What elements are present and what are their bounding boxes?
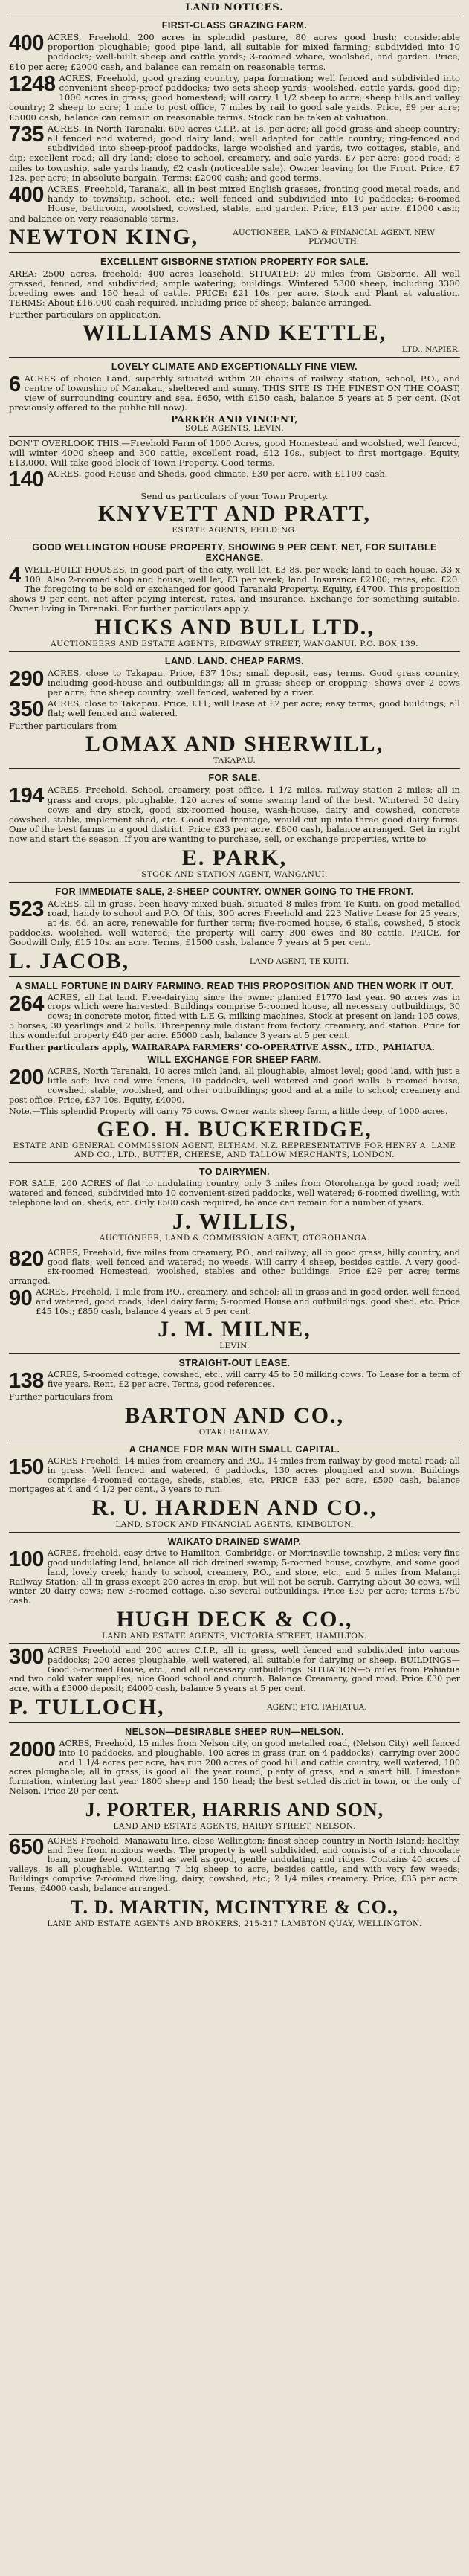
further-particulars: Further particulars apply, WAIRARAPA FARMERS' CO-OPERATIVE ASSN., LTD., PAHIATUA. (9, 1041, 435, 1052)
further-particulars: Further particulars from (9, 1392, 113, 1403)
acreage-number: 150 (9, 1455, 44, 1480)
agent-address: ESTATE AND GENERAL COMMISSION AGENT, ELTHAM. N.Z. REPRESENTATIVE FOR HENRY A. LANE AND CO., LTD., BUTTER, CHEESE, AND TALLOW MERCHANTS, LONDON. (13, 1142, 456, 1160)
listing (9, 1739, 460, 1797)
listing-text: ACRES, Freehold, 200 acres in splendid pasture, 80 acres good bush; considerable proportion ploughable; good pipe land, all suitable for mixed farming; subdivided into 10 paddocks; well-built sheep and cattle yards; 3-roomed whare, woolshed, and garden. Price, £10 per acre; £2000 cash, and balance can remain on reasonable terms. (9, 32, 460, 72)
ad-heading: LOVELY CLIMATE AND EXCEPTIONALLY FINE VIEW. (111, 361, 358, 372)
ad-heading: GOOD WELLINGTON HOUSE PROPERTY, SHOWING 9 PER CENT. NET, FOR SUITABLE EXCHANGE. (32, 541, 437, 563)
agent-address: OTAKI RAILWAY. (198, 1428, 271, 1437)
agent-name: L. JACOB, (9, 948, 130, 973)
listing-text: WELL-BUILT HOUSES, in good part of the city, well let, £3 8s. per week; land to each house, 33 x 100. Also 2-roomed shop and house, well let, £3 per week; land. Insurance £2100; rates, etc. £20. The foregoing to be sold or exchanged for good Taranaki Property. Equity, £4700. This proposition shows 9 per cent. net after paying interest, rates, and insurance. Exchange for something suitable. Owner living in Taranaki. For further particulars apply. (9, 564, 460, 614)
classified-ad (9, 652, 460, 770)
agent-address: LEVIN. (219, 1342, 250, 1351)
agent-address: AUCTIONEERS AND ESTATE AGENTS, RIDGWAY STREET, WANGANUI. P.O. BOX 139. (51, 639, 418, 648)
listing-text: ACRES Freehold, 14 miles from creamery and P.O., 14 miles from railway by good metal road; all in grass. Well fenced and watered, 6 paddocks, 130 acres ploughed and sown. Buildings comprise 4-roomed cottage, sheds, stables, etc. PRICE £33 per acre. £500 cash, balance mortgages at 4 and 4 1/2 per cent., 3 years to run. (9, 1456, 460, 1495)
section-header: LAND NOTICES. (9, 1, 460, 16)
listing (9, 699, 460, 720)
agent-row (9, 1696, 460, 1719)
acreage-number: 6 (9, 372, 21, 396)
agent-name: LOMAX AND SHERWILL, (85, 732, 384, 757)
listing (9, 899, 460, 948)
classified-ad (9, 977, 460, 1164)
agent-address: STOCK AND STATION AGENT, WANGANUI. (141, 869, 328, 879)
listing (9, 666, 460, 698)
classified-ad (9, 1246, 460, 1355)
listing (9, 71, 460, 123)
listing-text: ACRES, 5-roomed cottage, cowshed, etc., will carry 45 to 50 milking cows. To Lease for a term of five years. Rent, £2 per acre. Terms, good references. (47, 1370, 460, 1390)
listing (9, 1288, 460, 1316)
listing-text: ACRES, close to Takapau. Price, £11; will lease at £2 per acre; easy terms; good buildings; all flat; well fenced and watered. (47, 698, 460, 719)
agent-note: LAND AGENT, TE KUITI. (249, 956, 349, 966)
ad-note: Note.—This splendid Property will carry 75 cows. Owner wants sheep farm, a little deep, of 1000 acres. (9, 1106, 448, 1116)
agent-note: AGENT, ETC. PAHIATUA. (267, 1703, 367, 1713)
agent-name: J. WILLIS, (172, 1208, 297, 1234)
agent-address: LAND AND ESTATE AGENTS AND BROKERS, 215-217 LAMBTON QUAY, WELLINGTON. (47, 1919, 422, 1928)
agent-name: HICKS AND BULL LTD., (94, 614, 375, 640)
listing (9, 1457, 460, 1495)
ad-heading: LAND. LAND. CHEAP FARMS. (164, 655, 305, 666)
agent-name: GEO. H. BUCKERIDGE, (97, 1117, 372, 1142)
agent-address: ESTATE AGENTS, FEILDING. (172, 525, 297, 535)
listing (9, 991, 460, 1041)
listing (9, 1369, 460, 1394)
listing-text: ACRES Freehold, Manawatu line, close Wellington; finest sheep country in North Island; healthy, and free from noxious weeds. The property is well subdivided, and consists of a rich chocolate loam, some feed good, and as well as good, gentle undulating and ridges. Contains 40 acres of valleys, is all ploughable. Wintering 7 big sheep to acre, besides cattle, and with very few weeds; Buildings comprise 7-roomed dwelling, dairy, cowshed, etc.; 2 1/4 miles creamery. Price, £35 per acre. Terms, £4000 cash, balance arranged. (9, 1835, 460, 1893)
ad-heading: A SMALL FORTUNE IN DAIRY FARMING. READ THIS PROPOSITION AND THEN WORK IT OUT. (15, 980, 454, 991)
listing-text: ACRES, close to Takapau. Price, £37 10s.; small deposit, easy terms. Good grass country, including good-house and outbuildings; all in grass; sheep or cropping; shows over 2 cows per acre; fine sheep country; well fenced, watered by a river. (47, 667, 460, 698)
ad-subheading: WILL EXCHANGE FOR SHEEP FARM. (147, 1054, 322, 1066)
ad-heading: FOR IMMEDIATE SALE, 2-SHEEP COUNTRY. OWNER GOING TO THE FRONT. (55, 886, 414, 897)
listing (9, 33, 460, 72)
classified-ad (9, 1163, 460, 1246)
agent-name: BARTON AND CO., (124, 1403, 345, 1429)
acreage-number: 290 (9, 666, 44, 691)
acreage-number: 100 (9, 1548, 44, 1572)
agent-name: P. TULLOCH, (9, 1695, 165, 1720)
ad-heading: A CHANCE FOR MAN WITH SMALL CAPITAL. (129, 1444, 340, 1455)
classified-ad (9, 1723, 460, 1835)
acreage-number: 523 (9, 897, 44, 921)
classified-ad (9, 1354, 460, 1440)
further-particulars: Further particulars on application. (9, 309, 161, 320)
agent-note: AUCTIONEER, LAND & FINANCIAL AGENT, NEW PLYMOUTH. (233, 228, 435, 246)
further-particulars: Send us particulars of your Town Property. (140, 491, 329, 502)
classified-ad (9, 1533, 460, 1644)
agent-name: T. D. MARTIN, MCINTYRE & CO., (71, 1896, 398, 1918)
ad-heading: FOR SALE. (208, 773, 261, 784)
ad-heading: FIRST-CLASS GRAZING FARM. (161, 20, 308, 30)
agent-name: J. PORTER, HARRIS AND SON, (85, 1798, 384, 1820)
listing-text: ACRES, North Taranaki, 10 acres milch land, all ploughable, almost level; good land, with just a little soft; live and wire fences, 10 paddocks, well watered and good walls. 5 roomed house, cowshed, stable, woolshed, and other outbuildings; good and at a mile to school; creamery and post office. Price, £37 10s. Equity, £4000. (9, 1066, 460, 1105)
listing-text: ACRES, Freehold, five miles from creamery, P.O., and railway; all in good grass, hilly country, and good flats; well fenced and watered; no weeds. Will carry 4 sheep, besides cattle. A very good-six-roomed Homestead, woolshed, stables and other buildings. Price £29 per acre; terms arranged. (9, 1247, 460, 1287)
classified-ad (9, 883, 460, 977)
listing-text: ACRES, In North Taranaki, 600 acres C.I.P., at 1s. per acre; all good grass and sheep country; all fenced and watered; good dairy land; well adapted for cattle country; ring-fenced and subdivided into sheep-proof paddocks, large woolshed and yards, two cottages, stable, and dip; excellent road; all dry land; close to school, creamery, and sale yards. £7 per acre; good road; 8 miles to township, sale yards handy, £2 cash (noticeable sale). Owner leaving for the Front. Price, £7 12s. per acre; in absolute bargain. Terms: £2000 cash; and good terms. (9, 123, 460, 183)
listing-text: ACRES, all flat land. Free-dairying since the owner planned £1770 last year. 90 acres was in crops which were harvested. Buildings comprise 5-roomed house, all necessary outbuildings, 30 cows; in concrete motor, fitted with L.E.G. milking machines. Stock at present on land: 105 cows, 5 horses, 30 yearlings and 2 bulls. Threepenny mile distant from factory, creamery, and station. Price for this wonderful property £40 per acre. £5000 cash, balance 3 years at 5 per cent. (9, 992, 460, 1040)
agent-name: KNYVETT AND PRATT, (98, 500, 371, 526)
listing-text: ACRES, freehold, easy drive to Hamilton, Cambridge, or Morrinsville township, 2 miles; very fine good undulating land, balance all rich drained swamp; 5-roomed house, cowbyre, and some good land, lovely creek; handy to school, creamery, P.O., and store, etc., and 5 miles from Matangi Railway Station; all in grass except 200 acres in crop, but will not be scrub. Carrying about 30 cows, will winter 20 dairy cows; new 3-roomed cottage, also several outbuildings. Price £30 per acre; terms £750 cash. (9, 1548, 460, 1606)
acreage-number: 138 (9, 1369, 44, 1394)
ad-heading: EXCELLENT GISBORNE STATION PROPERTY FOR SALE. (100, 256, 369, 267)
acreage-number: 735 (9, 122, 44, 146)
agent-name: E. PARK, (181, 845, 288, 870)
classified-ad (9, 538, 460, 652)
listing-text: ACRES, all in grass, been heavy mixed bush, situated 8 miles from Te Kuiti, on good metalled road, handy to school and P.O. Of this, 300 acres Freehold and 223 Native Lease for 25 years, at 4s. 6d. an acre, renewable for further term; five-roomed house, 6 stalls, cowshed, 5 stock paddocks, woolshed, well watered; the property will carry 300 ewes and 80 cattle. PRICE, for Goodwill Only, £15 10s. an acre. Terms, £1500 cash, balance 7 years at 5 per cent. (9, 898, 460, 948)
listing (9, 1646, 460, 1694)
ad-heading: TO DAIRYMEN. (198, 1167, 271, 1178)
listing (9, 124, 460, 183)
agent-name: J. M. MILNE, (158, 1317, 311, 1342)
listing (9, 1837, 460, 1894)
ad-heading: NELSON—DESIRABLE SHEEP RUN—NELSON. (125, 1727, 344, 1738)
acreage-number: 200 (9, 1066, 44, 1090)
agent-name: R. U. HARDEN AND CO., (91, 1495, 378, 1521)
agent-name: HUGH DECK & CO., (116, 1607, 353, 1632)
ad-body: AREA: 2500 acres, freehold; 400 acres leasehold. SITUATED: 20 miles from Gisborne. All well grassed, fenced, and subdivided; ample watering; buildings. Wintered 5300 sheep, including 3300 breeding ewes and 150 head of cattle. PRICE: £21 10s. per acre. Stock and Plant at valuation. TERMS: About £16,000 cash required, including price of sheep; balance arranged. (9, 268, 460, 309)
acreage-number: 400 (9, 31, 44, 55)
agent-address: SOLE AGENTS, LEVIN. (185, 423, 284, 433)
acreage-number: 1248 (9, 71, 56, 96)
acreage-number: 650 (9, 1835, 44, 1859)
agent-address: LAND AND ESTATE AGENTS, HARDY STREET, NELSON. (113, 1821, 356, 1831)
classified-ad (9, 358, 460, 437)
acreage-number: 350 (9, 698, 44, 722)
ad-heading: WAIKATO DRAINED SWAMP. (167, 1536, 302, 1548)
acreage-number: 2000 (9, 1738, 56, 1762)
agent-name: NEWTON KING, (9, 224, 199, 249)
listing-text: ACRES, good House and Sheds, good climate, £30 per acre, with £1100 cash. (47, 468, 388, 480)
listing-text: ACRES of choice Land, superbly situated within 20 chains of railway station, school, P.O., and centre of township of Manakau, sheltered and sunny. THIS SITE IS THE FINEST ON THE COAST, view of surrounding country and sea. £650, with £150 cash, balance 5 years at 5 per cent. (Not previously offered to the public till now). (9, 373, 460, 413)
listing (9, 565, 460, 614)
acreage-number: 194 (9, 784, 44, 808)
agent-row (9, 225, 460, 249)
listing-text: ACRES Freehold and 200 acres C.I.P., all in grass, well fenced and subdivided into various paddocks; 200 acres ploughable, well watered, all suitable for dairying or sheep. BUILDINGS—Good 6-roomed House, etc., and all necessary outbuildings. SITUATION—5 miles from Pahiatua and two cold water supplies; nice Good school and church. Balance Creamery, good road. Price £30 per acre, with a £5000 deposit; £4000 cash, balance 5 years at 5 per cent. (9, 1646, 460, 1694)
acreage-number: 140 (9, 468, 44, 492)
listing-text: ACRES, Freehold, 1 mile from P.O., creamery, and school; all in grass and in good order, well fenced and watered, good roads; ideal dairy farm; 5-roomed House and outbuildings, good shed, etc. Price £45 10s.; £850 cash, balance 4 years at 5 per cent. (36, 1287, 460, 1316)
acreage-number: 264 (9, 991, 44, 1016)
acreage-number: 4 (9, 563, 21, 587)
acreage-number: 300 (9, 1645, 44, 1669)
agent-name: WILLIAMS AND KETTLE, (82, 320, 387, 345)
classified-ad (9, 1440, 460, 1533)
classified-ad (9, 1644, 460, 1723)
agent-address: LAND AND ESTATE AGENTS, VICTORIA STREET, HAMILTON. (102, 1632, 367, 1641)
classified-ad (9, 253, 460, 358)
listing-text: ACRES, Freehold, 15 miles from Nelson city, on good metalled road, (Nelson City) well fenced into 10 paddocks, and ploughable, 100 acres in grass (run on 4 paddocks), carrying over 2000 and 1 1/4 acres per acre, has run 200 acres of good hill and cattle country, well watered, 100 acres ploughable; all in grass; is good all the year round; plenty of grass, and a smart hill. Limestone formation, wintering last year 1800 sheep and 150 head; the best settled district in town, or the only of Nelson. Price 20 per cent. (9, 1739, 460, 1797)
ad-body: FOR SALE, 200 ACRES of flat to undulating country, only 3 miles from Otorohanga by good road; well watered and fenced, subdivided into 10 convenient-sized paddocks, well watered; 6-roomed dwelling, with telephone laid on, sheds, etc. Only £500 cash required, balance can remain for a number of years. (9, 1179, 460, 1208)
agent-address: LAND, STOCK AND FINANCIAL AGENTS, KIMBOLTON. (115, 1520, 354, 1530)
agent-address: TAKAPAU. (213, 756, 256, 766)
further-particulars: Further particulars from (9, 721, 117, 732)
listing (9, 374, 460, 413)
listing (9, 1549, 460, 1606)
agent-address: LTD., NAPIER. (401, 344, 460, 354)
listing (9, 1067, 460, 1105)
listing (9, 1246, 460, 1287)
acreage-number: 820 (9, 1246, 44, 1271)
classified-ad (9, 1835, 460, 1931)
listing-text: ACRES, Freehold, good grazing country, papa formation; well fenced and subdivided into convenient sheep-proof paddocks; two sets sheep yards; woolshed, cattle yards, good dip; 1000 acres in grass; good homestead; will carry 1 1/2 sheep to acre; sheep hills and valley country; 2 sheep to acre; 1 mile to post office, 7 miles by rail to good sale yards. Price, £9 per acre; £5000 cash, balance can remain on reasonable terms. Stock can be taken at valuation. (9, 72, 460, 123)
classified-ad (9, 437, 460, 538)
listing-text: ACRES, Freehold. School, creamery, post office, 1 1/2 miles, railway station 2 miles; all in grass and crops, ploughable, 120 acres of some swamp land of the best. Wintered 50 dairy cows and dry stock, good six-roomed house, wash-house, dairy and cowshed, concrete cowshed, stable, implement shed, etc. Good road frontage, would cut up into three good dairy farms. One of the best farms in a good district. Price £33 per acre. £800 cash, balance arranged. Get in right now and start the season. If you are wanting to purchase, sell, or exchange properties, write to (9, 785, 460, 845)
ad-heading: STRAIGHT-OUT LEASE. (178, 1358, 291, 1369)
listing (9, 469, 460, 490)
listing (9, 184, 460, 224)
acreage-number: 90 (9, 1286, 33, 1310)
acreage-number: 400 (9, 183, 44, 207)
agent-name: PARKER AND VINCENT, (171, 413, 298, 425)
agent-row (9, 950, 460, 973)
classified-ad (9, 16, 460, 253)
listing-text: ACRES, Freehold, Taranaki, all in best mixed English grasses, fronting good metal roads, and handy to township, school, etc.; well fenced and subdivided into 10 paddocks; 6-roomed House, bathroom, woolshed, cowshed, stable, and garden. Price, £13 per acre. £1000 cash; and balance on very reasonable terms. (9, 184, 460, 224)
ad-lead: DON'T OVERLOOK THIS.—Freehold Farm of 1000 Acres, good Homestead and woolshed, well fenced, will winter 4000 sheep and 300 cattle, excellent road, £12 10s., subject to first mortgage. Equity, £13,000. Will take good block of Town Property. Good terms. (9, 437, 460, 468)
agent-address: AUCTIONEER, LAND & COMMISSION AGENT, OTOROHANGA. (99, 1233, 370, 1243)
listing (9, 785, 460, 844)
classified-ad (9, 769, 460, 882)
